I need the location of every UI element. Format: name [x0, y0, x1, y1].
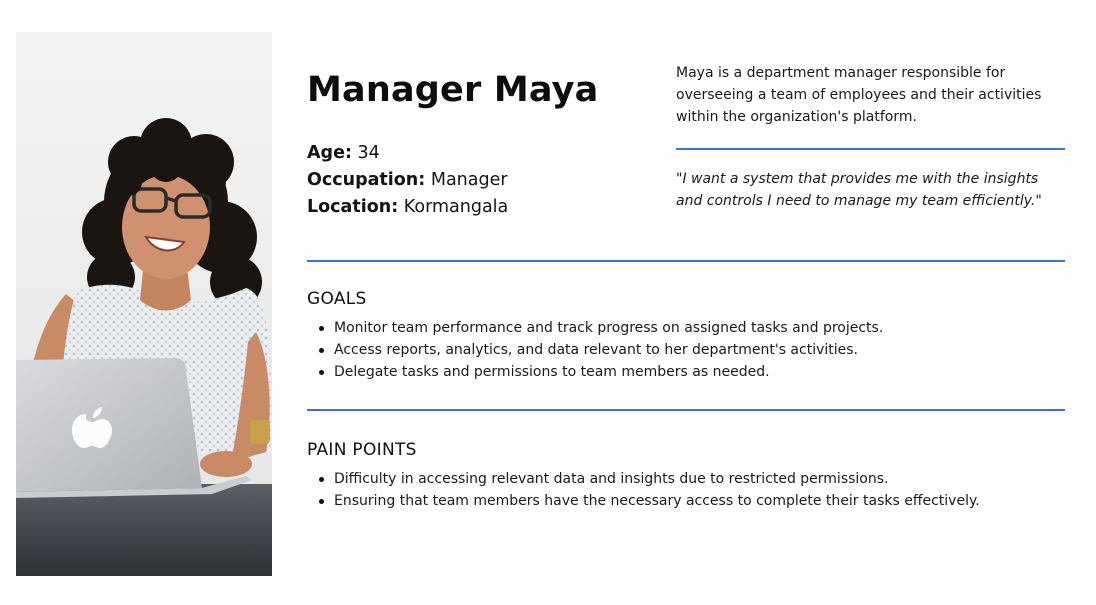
- persona-bio: Maya is a department manager responsible for overseeing a team of employees and their activities within the organization's platform.: [676, 65, 1042, 125]
- goal-item: [319, 361, 883, 383]
- occupation-row: [307, 167, 508, 194]
- pain-point-item: [319, 468, 980, 490]
- persona-photo: [16, 32, 272, 576]
- persona-quote: "I want a system that provides me with the insights and controls I need to manage my team efficiently.": [676, 171, 1042, 209]
- goal-text: Delegate tasks and permissions to team members as needed.: [334, 364, 770, 380]
- bullet-icon: [319, 326, 324, 331]
- persona-facts: [307, 140, 508, 221]
- location-row: [307, 194, 508, 221]
- pain-points-heading: PAIN POINTS: [307, 440, 417, 460]
- bullet-icon: [319, 499, 324, 504]
- pain-points-list: [319, 468, 980, 512]
- goals-heading: GOALS: [307, 289, 367, 309]
- goal-item: [319, 339, 883, 361]
- persona-name: Manager Maya: [307, 70, 599, 110]
- goals-list: [319, 317, 883, 383]
- location-value: Kormangala: [403, 197, 509, 217]
- age-label: Age:: [307, 143, 352, 163]
- bullet-icon: [319, 348, 324, 353]
- divider: [307, 260, 1065, 262]
- goal-item: [319, 317, 883, 339]
- bullet-icon: [319, 477, 324, 482]
- age-row: [307, 140, 508, 167]
- pain-point-item: [319, 490, 980, 512]
- divider: [676, 148, 1065, 150]
- bullet-icon: [319, 370, 324, 375]
- pain-point-text: Ensuring that team members have the necessary access to complete their tasks effectively.: [334, 493, 980, 509]
- age-value: 34: [357, 143, 380, 163]
- pain-point-text: Difficulty in accessing relevant data and insights due to restricted permissions.: [334, 471, 889, 487]
- divider: [307, 409, 1065, 411]
- location-label: Location:: [307, 197, 399, 217]
- goal-text: Monitor team performance and track progress on assigned tasks and projects.: [334, 320, 884, 336]
- occupation-label: Occupation:: [307, 170, 426, 190]
- occupation-value: Manager: [430, 170, 508, 190]
- goal-text: Access reports, analytics, and data relevant to her department's activities.: [334, 342, 859, 358]
